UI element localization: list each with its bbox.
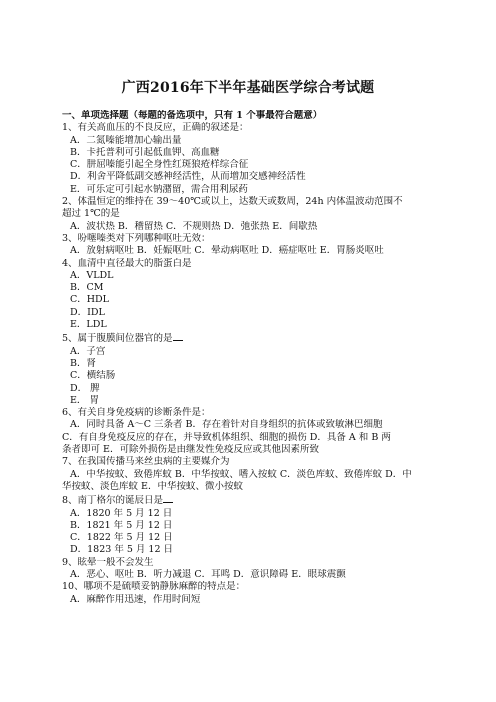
answer-option: D．利舍平降低副交感神经活性，从而增加交感神经活性	[70, 171, 306, 183]
answer-options-row: A．恶心、呕吐 B．听力减退 C．耳鸣 D．意识障碍 E．眼球震颤	[70, 568, 346, 580]
question-stem: 6、有关自身免疫病的诊断条件是：	[62, 407, 211, 419]
answer-option: B．1821 年 5 月 12 日	[70, 519, 173, 531]
question-stem	[62, 493, 442, 507]
answer-option: A．麻醉作用迅速，作用时间短	[70, 593, 201, 605]
answer-option: D． 脾	[70, 382, 100, 394]
question-stem-continued: 超过 1℃的是	[62, 208, 120, 220]
question-7	[62, 456, 442, 493]
question-9	[62, 557, 442, 582]
question-stem: 7、在我国传播马来丝虫病的主要媒介为	[62, 456, 230, 468]
answer-option: C．肼屈嗪能引起全身性红斑狼疮样综合征	[70, 159, 249, 171]
answer-option: C．横结肠	[70, 370, 116, 382]
question-stem-text: 5、属于腹膜间位器官的是	[62, 333, 173, 345]
answer-option: C．HDL	[70, 294, 109, 306]
question-8	[62, 493, 442, 556]
answer-option: A．1820 年 5 月 12 日	[70, 507, 173, 519]
answer-option: B．卡托普利可引起低血钾、高血糖	[70, 146, 220, 158]
answer-option: E． 胃	[70, 394, 99, 406]
answer-option: B．肾	[70, 357, 96, 369]
answer-options-row: 条者即可 E．可除外损伤是由继发性免疫反应或其他因素所致	[62, 444, 319, 456]
question-stem: 4、血清中直径最大的脂蛋白是	[62, 257, 192, 269]
answer-options-row: A．中华按蚊、致倦库蚊 B．中华按蚊、嗜入按蚊 C．淡色库蚊、致倦库蚊 D．中	[70, 468, 412, 480]
answer-option: E．LDL	[70, 319, 107, 331]
question-stem: 1、有关高血压的不良反应，正确的叙述是：	[62, 122, 249, 134]
answer-blank	[163, 493, 173, 503]
question-3	[62, 233, 442, 258]
question-list	[62, 110, 442, 606]
question-stem: 9、眩晕一般不会发生	[62, 556, 154, 568]
answer-options-row: A．放射病呕吐 B．妊娠呕吐 C．晕动病呕吐 D．癌症呕吐 E．胃肠炎呕吐	[70, 245, 384, 257]
question-stem: 2、体温恒定的维持在 39～40℃或以上，达数天或数周，24h 内体温波动范围不	[62, 196, 403, 208]
question-1	[62, 122, 442, 196]
question-stem: 10、哪项不是硫喷妥钠静脉麻醉的特点是：	[62, 581, 246, 593]
question-stem: 3、吩噻嗪类对下列哪种呕吐无效：	[62, 232, 211, 244]
answer-option: E．可乐定可引起水钠潴留，需合用利尿药	[70, 183, 248, 195]
answer-option: D．1823 年 5 月 12 日	[70, 544, 174, 556]
answer-option: D．IDL	[70, 306, 105, 318]
answer-blank	[173, 331, 183, 341]
question-10	[62, 581, 442, 606]
answer-option: C．1822 年 5 月 12 日	[70, 532, 173, 544]
answer-option: A．二氮嗪能增加心输出量	[70, 134, 182, 146]
answer-options-row: A．同时具备 A～C 三条者 B．存在着针对自身组织的抗体或致敏淋巴细胞	[70, 419, 383, 431]
question-2	[62, 196, 442, 233]
answer-option: A．子宫	[70, 345, 106, 357]
answer-option: A．VLDL	[70, 269, 114, 281]
answer-options-row: A．波状热 B．稽留热 C．不规则热 D．弛张热 E．间歇热	[70, 220, 318, 232]
answer-options-row: C．有自身免疫反应的存在，并导致机体组织、细胞的损伤 D．具备 A 和 B 两	[62, 431, 391, 443]
document-title: 广西2016年下半年基础医学综合考试题	[121, 80, 375, 96]
answer-option: B．CM	[70, 282, 104, 294]
question-stem-text: 8、南丁格尔的诞辰日是	[62, 495, 164, 507]
question-5	[62, 331, 442, 407]
question-stem	[62, 331, 442, 345]
answer-options-row: 华按蚊、淡色库蚊 E．中华按蚊、微小按蚊	[62, 480, 243, 492]
question-4	[62, 258, 442, 332]
question-6	[62, 407, 442, 456]
section-heading: 一、单项选择题（每题的备选项中，只有 1 个事最符合题意）	[62, 110, 323, 121]
